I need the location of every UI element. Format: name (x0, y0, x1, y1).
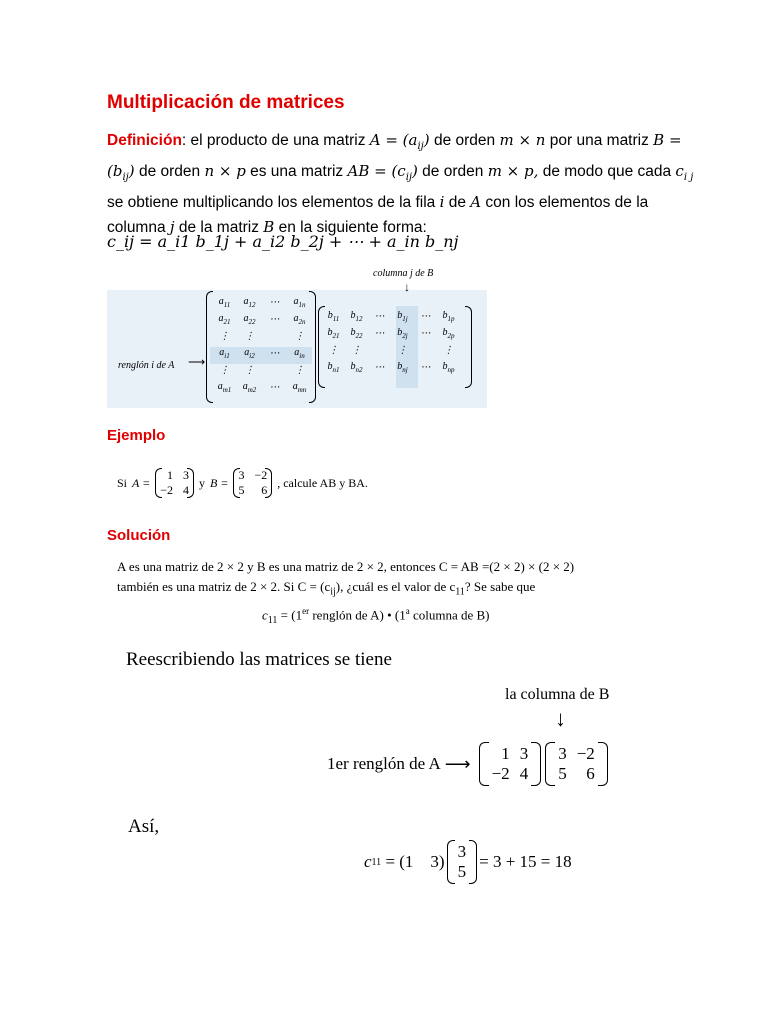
matrix-cell: $b_{2j}$ (397, 327, 408, 340)
matrix-cell: ⋯ (269, 297, 280, 308)
column-j-label: columna j de B (373, 268, 434, 279)
matrix-cell: $a_{1n}$ (293, 296, 306, 309)
matrix-cell: 6 (586, 764, 595, 783)
matrix-cell: ⋮ (294, 365, 305, 376)
matrix-cell: $a_{m2}$ (242, 381, 257, 394)
matrix-cell: 4 (519, 764, 529, 783)
matrix-cell: 3 (183, 468, 190, 482)
matrix-cell: 1 (501, 744, 510, 763)
matrix-cell: $b_{2p}$ (442, 327, 455, 340)
matrix-cell: $b_{22}$ (350, 327, 363, 340)
matrix-cell: $a_{mn}$ (292, 381, 307, 394)
matrix-cell: ⋯ (374, 311, 385, 322)
matrix-cell: $a_{12}$ (243, 296, 256, 309)
text: : el producto de una matriz (181, 132, 370, 149)
final-column-vector (447, 840, 478, 884)
matrix-cell: 3 (457, 842, 467, 861)
matrix-cell: $b_{1p}$ (442, 310, 455, 323)
example-heading: Ejemplo (107, 427, 166, 444)
rewrite-equation: 1er renglón de A ⟶ 1 3 −2 4 3 −2 5 6 (327, 742, 608, 786)
matrix-cell: $b_{1j}$ (397, 310, 408, 323)
example-statement: Si A = 1 3 −2 4 y B = 3 −2 5 6 , calcule AB y BA. (117, 468, 368, 497)
matrix-cell (368, 342, 391, 359)
matrix-cell: 3 (238, 468, 245, 482)
matrix-cell: $b_{n2}$ (350, 361, 363, 374)
final-computation: c 11 = (1 3) 3 5 = 3 + 15 = 18 (364, 840, 572, 884)
matrix-cell (262, 328, 287, 345)
asi-text: Así, (128, 816, 160, 837)
matrix-cell: −2 (576, 744, 595, 763)
example-matrix-a (155, 468, 194, 498)
page-title: Multiplicación de matrices (107, 92, 345, 113)
matrix-cell: $b_{n1}$ (327, 361, 340, 374)
definition-paragraph: Definición: el producto de una matriz $A = (a_{ij})$ de orden m × n por una matriz $B = (b_{ij})$ de orden n × p es una matriz AB = $(c_{ij})$ de orden m × p, de modo que cada $c_{i j}$ se obtiene multiplicando los elementos de la fila i de A con los elementos de la columna j de la matriz B en la siguiente forma: (107, 131, 694, 236)
rewrite-text: Reescribiendo las matrices se tiene (126, 649, 392, 670)
matrix-cell: ⋮ (219, 331, 230, 342)
matrix-b (318, 306, 472, 388)
matrix-cell: ⋮ (397, 345, 408, 356)
matrix-cell: 3 (519, 744, 529, 763)
matrix-cell: $b_{11}$ (327, 310, 340, 323)
matrix-cell: ⋮ (328, 345, 339, 356)
matrix-cell: −2 (491, 764, 510, 783)
matrix-cell: 5 (457, 862, 467, 881)
matrix-cell: 5 (238, 483, 245, 497)
c11-definition: $c_{11} = (1er$ renglón de A) • (1$^a$ columna de B) (262, 606, 490, 626)
matrix-cell: $a_{21}$ (218, 313, 231, 326)
matrix-cell: 5 (558, 764, 567, 783)
matrix-cell: ⋯ (269, 314, 280, 325)
matrix-cell: −2 (254, 468, 268, 482)
matrix-cell: $a_{2n}$ (293, 313, 306, 326)
column-b-label: la columna de B (505, 686, 610, 703)
matrix-cell: ⋮ (244, 331, 255, 342)
matrix-cell: ⋯ (420, 328, 431, 339)
solution-heading: Solución (107, 527, 171, 544)
matrix-cell: $b_{12}$ (350, 310, 363, 323)
matrix-cell: ⋯ (374, 362, 385, 373)
matrix-cell: ⋮ (244, 365, 255, 376)
matrix-cell: $b_{nj}$ (397, 361, 408, 374)
matrix-cell: ⋯ (374, 328, 385, 339)
rewrite-matrix-a (479, 742, 542, 786)
matrix-cell: 3 (558, 744, 567, 763)
definition-label: Definición (107, 132, 182, 149)
matrix-cell: 1 (167, 468, 174, 482)
solution-text: A es una matriz de 2 × 2 y B es una matriz de 2 × 2, entonces C = AB =(2 × 2) × (2 × 2) también es una matriz de 2 × 2. Si $C = (c_{ij})$, ¿cuál es el valor de $c_{11}$? Se sabe que (117, 559, 575, 598)
right-arrow-icon: ⟶ (444, 753, 471, 774)
matrix-cell: 6 (261, 483, 268, 497)
matrix-a (206, 291, 316, 403)
example-matrix-b (233, 468, 272, 498)
rewrite-matrix-b (545, 742, 608, 786)
matrix-cell: 4 (183, 483, 190, 497)
matrix-cell: $a_{22}$ (243, 313, 256, 326)
down-arrow-icon: ↓ (404, 280, 410, 294)
matrix-cell: ⋯ (269, 382, 280, 393)
definition-formula: c_ij = a_i1 b_1j + a_i2 b_2j + ⋯ + a_in b_nj (107, 232, 459, 251)
matrix-cell: ⋮ (219, 365, 230, 376)
matrix-cell: −2 (160, 483, 174, 497)
matrix-cell: ⋯ (420, 362, 431, 373)
right-arrow-icon: ⟶ (188, 355, 206, 369)
matrix-cell: $a_{i1}$ (219, 347, 230, 360)
matrix-cell: $b_{21}$ (327, 327, 340, 340)
matrix-cell: ⋮ (443, 345, 454, 356)
matrix-cell: $a_{i2}$ (244, 347, 255, 360)
matrix-cell: ⋮ (294, 331, 305, 342)
matrix-cell: $a_{11}$ (218, 296, 231, 309)
matrix-cell (262, 362, 287, 379)
matrix-cell: ⋯ (420, 311, 431, 322)
matrix-cell: ⋮ (351, 345, 362, 356)
down-arrow-icon: ↓ (555, 706, 566, 731)
matrix-cell: ⋯ (269, 348, 280, 359)
row-i-label: renglón i de A (118, 360, 175, 371)
matrix-cell: $a_{in}$ (294, 347, 305, 360)
matrix-cell (414, 342, 437, 359)
matrix-cell: $b_{np}$ (442, 361, 455, 374)
matrix-cell: $a_{m1}$ (217, 381, 232, 394)
